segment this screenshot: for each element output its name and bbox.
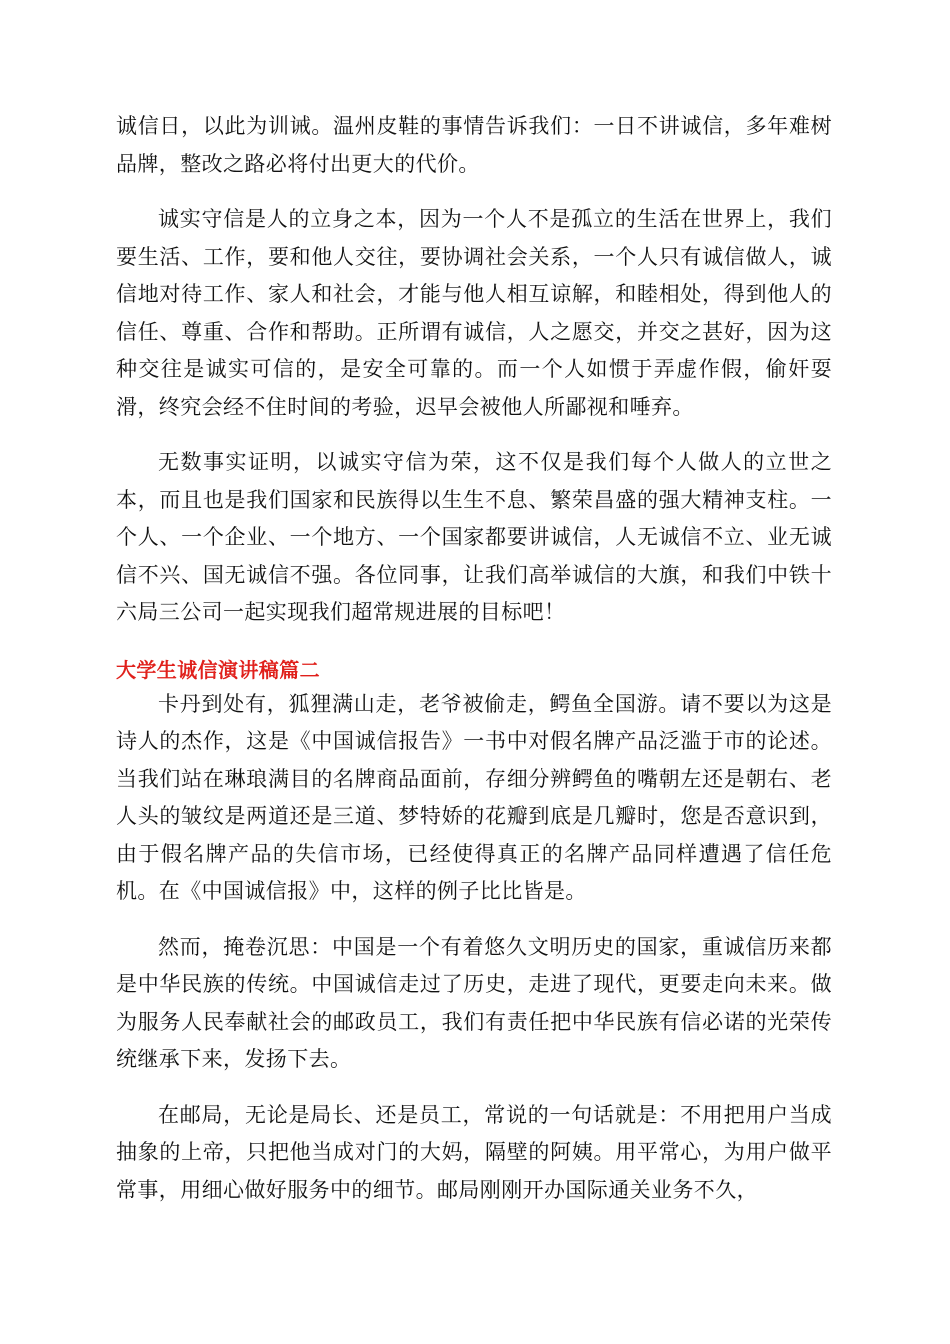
section-heading: 大学生诚信演讲稿篇二 — [116, 657, 320, 682]
document-body — [116, 108, 832, 1227]
paragraph-post-office: 在邮局，无论是局长、还是员工，常说的一句话就是：不用把用户当成抽象的上帝，只把他当成对门的大妈，隔壁的阿姨。用平常心，为用户做平常事，用细心做好服务中的细节。邮局刚刚开办国际通关业务不久， — [116, 1102, 832, 1202]
paragraph-continued: 诚信日，以此为训诫。温州皮鞋的事情告诉我们：一日不讲诚信，多年难树品牌，整改之路必将付出更大的代价。 — [116, 114, 832, 176]
paragraph-integrity-foundation: 诚实守信是人的立身之本，因为一个人不是孤立的生活在世界上，我们要生活、工作，要和他人交往，要协调社会关系，一个人只有诚信做人，诚信地对待工作、家人和社会，才能与他人相互谅解，和睦相处，得到他人的信任、尊重、合作和帮助。正所谓有诚信，人之愿交，并交之甚好，因为这种交往是诚实可信的，是安全可靠的。而一个人如惯于弄虚作假，偷奸耍滑，终究会经不住时间的考验，迟早会被他人所鄙视和唾弃。 — [116, 207, 832, 419]
paragraph-facts-prove: 无数事实证明，以诚实守信为荣，这不仅是我们每个人做人的立世之本，而且也是我们国家和民族得以生生不息、繁荣昌盛的强大精神支柱。一个人、一个企业、一个地方、一个国家都要讲诚信，人无诚信不立、业无诚信不兴、国无诚信不强。各位同事，让我们高举诚信的大旗，和我们中铁十六局三公司一起实现我们超常规进展的目标吧！ — [116, 450, 832, 624]
paragraph-counterfeit-brands: 卡丹到处有，狐狸满山走，老爷被偷走，鳄鱼全国游。请不要以为这是诗人的杰作，这是《中国诚信报告》一书中对假名牌产品泛滥于市的论述。当我们站在琳琅满目的名牌商品面前，存细分辨鳄鱼的嘴朝左还是朝右、老人头的皱纹是两道还是三道、梦特娇的花瓣到底是几瓣时，您是否意识到，由于假名牌产品的失信市场，已经使得真正的名牌产品同样遭遇了信任危机。在《中国诚信报》中，这样的例子比比皆是。 — [116, 691, 832, 903]
paragraph-tradition: 然而，掩卷沉思：中国是一个有着悠久文明历史的国家，重诚信历来都是中华民族的传统。中国诚信走过了历史，走进了现代，更要走向未来。做为服务人民奉献社会的邮政员工，我们有责任把中华民族有信必诺的光荣传统继承下来，发扬下去。 — [116, 934, 832, 1071]
